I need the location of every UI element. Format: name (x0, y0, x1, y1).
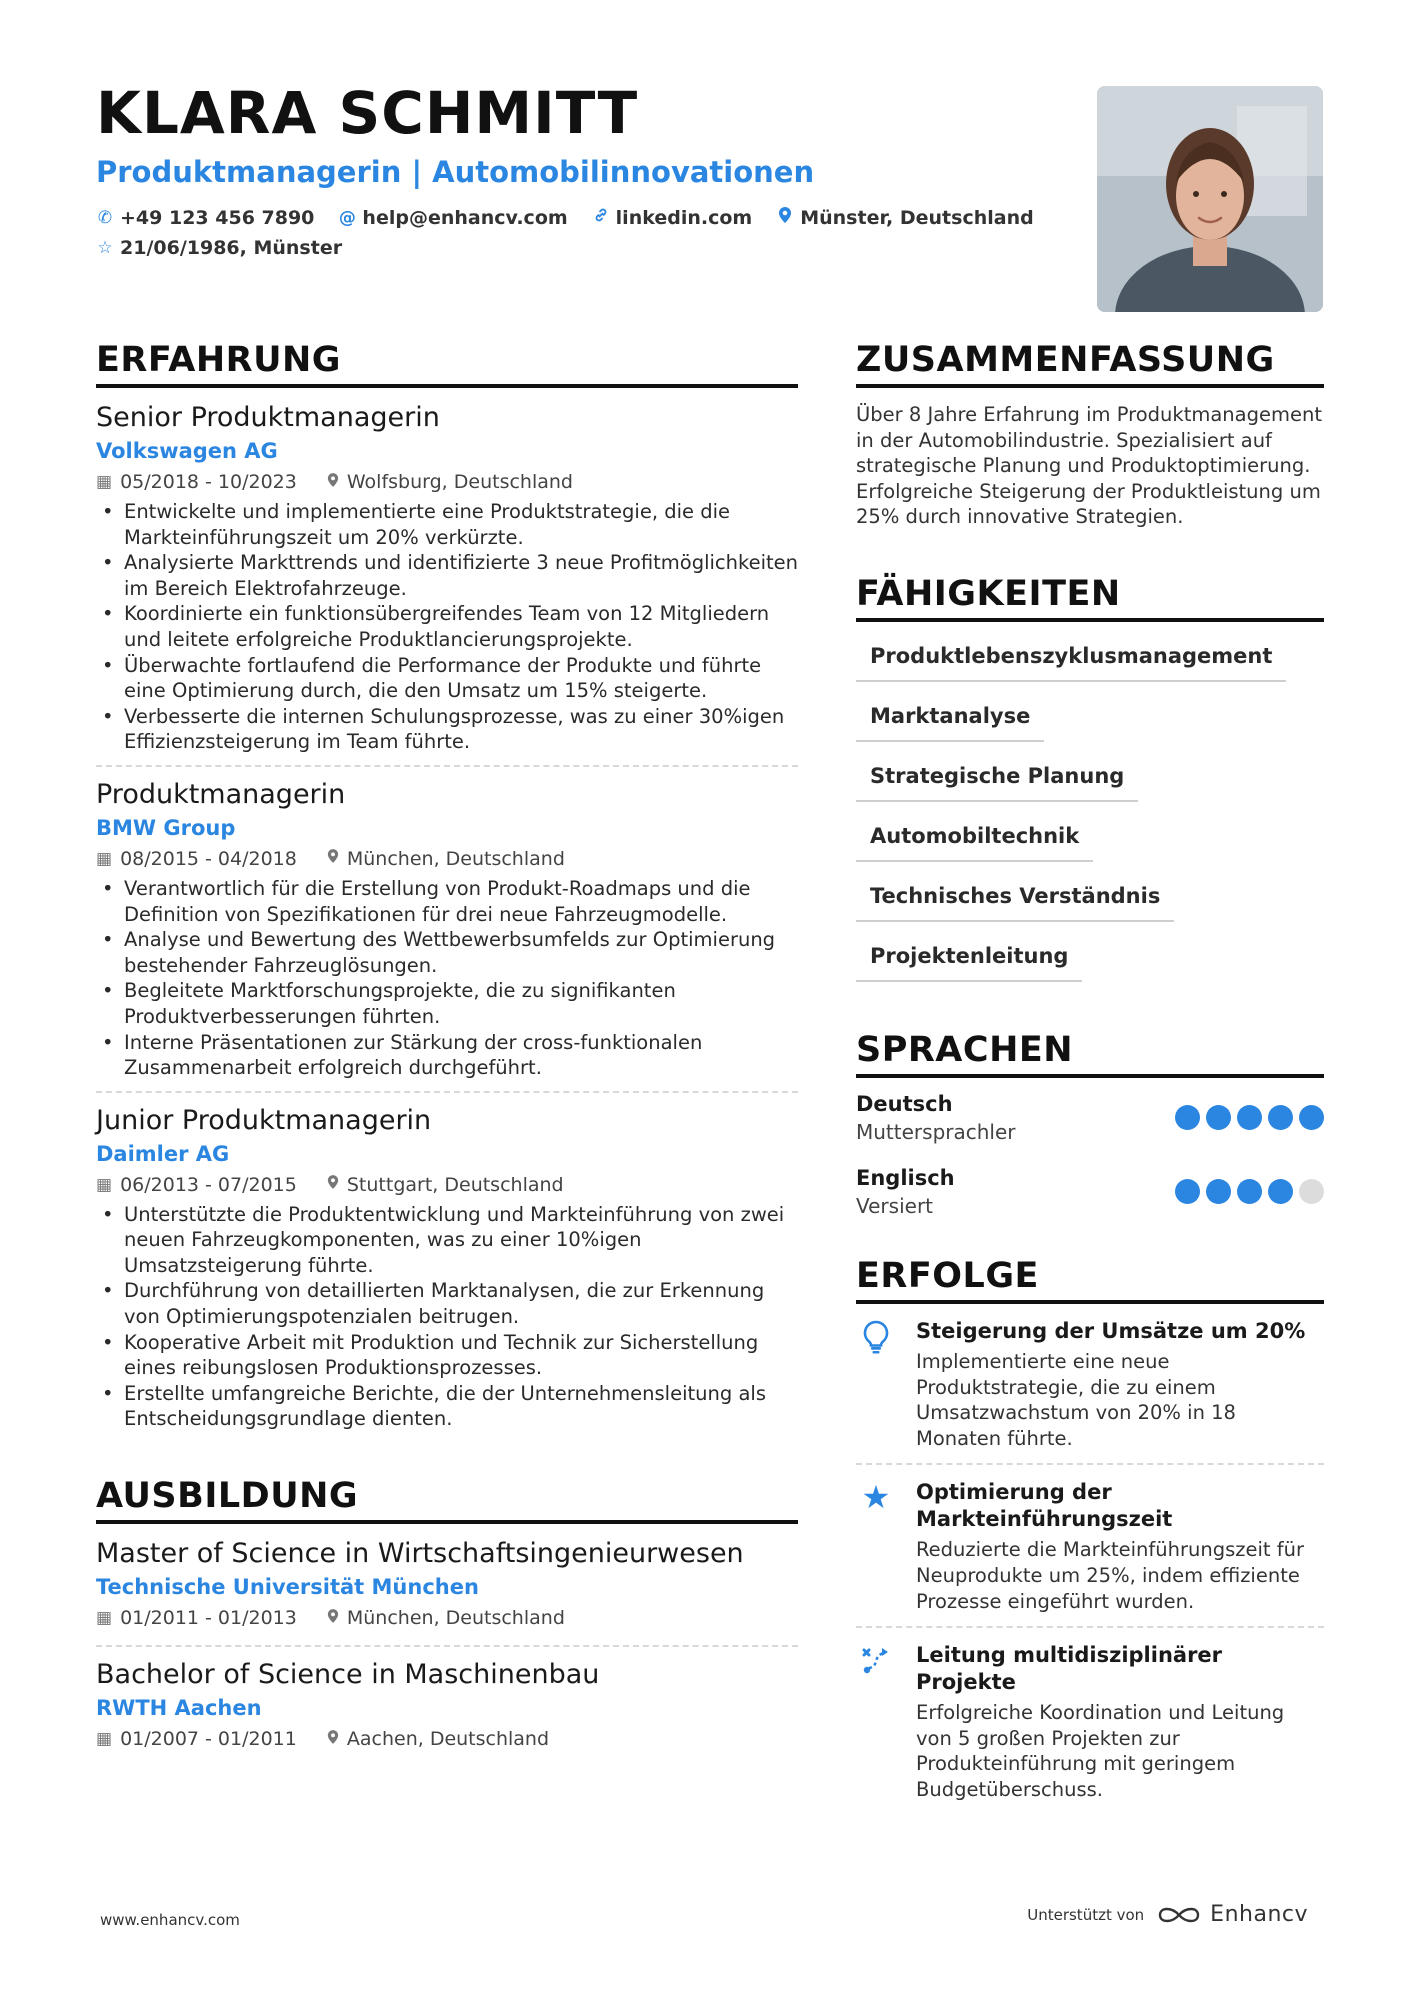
lightbulb-icon (856, 1318, 896, 1451)
contact-birth (96, 237, 342, 259)
candidate-name: KLARA SCHMITT (96, 79, 639, 147)
bullet: • Interne Präsentationen zur Stärkung der cross-funktionalen Zusammenarbeit erfolgreich durchgeführt. (96, 1030, 798, 1081)
job-role: Senior Produktmanagerin (96, 402, 440, 433)
footer-powered (1027, 1902, 1308, 1927)
job-meta (96, 471, 798, 493)
skill-tag: Marktanalyse (856, 696, 1044, 742)
route-icon (856, 1642, 896, 1802)
achievement-title: Steigerung der Umsätze um 20% (916, 1318, 1306, 1343)
job-location: Wolfsburg, Deutschland (346, 471, 573, 493)
education-location: München, Deutschland (346, 1607, 565, 1630)
rating-dot (1175, 1179, 1200, 1204)
phone-text: +49 123 456 7890 (120, 206, 315, 229)
education-meta (96, 1728, 798, 1750)
school[interactable]: RWTH Aachen (96, 1696, 262, 1721)
skill-tag: Projektenleitung (856, 936, 1082, 982)
skills-list (856, 636, 1324, 982)
summary-text: Über 8 Jahre Erfahrung im Produktmanagement in der Automobilindustrie. Spezialisiert auf strategische Planung und Produktoptimierung. Erfolgreiche Steigerung der Produktleistung um 25% durch innovative Strategien. (856, 403, 1322, 529)
bullet: • Entwickelte und implementierte eine Produktstrategie, die die Markteinführungszeit um 20% verkürzte. (96, 499, 798, 550)
bullet: • Analyse und Bewertung des Wettbewerbsumfelds zur Optimierung bestehender Fahrzeuglösungen. (96, 927, 798, 978)
job-company[interactable]: BMW Group (96, 815, 236, 840)
job-company[interactable]: Daimler AG (96, 1141, 230, 1166)
job-location: Stuttgart, Deutschland (346, 1173, 564, 1196)
job-company[interactable]: Volkswagen AG (96, 439, 278, 463)
language-level: Versiert (856, 1193, 934, 1218)
rating-dot (1175, 1105, 1200, 1130)
job-role: Produktmanagerin (96, 778, 346, 810)
bullet: • Begleitete Marktforschungsprojekte, die zu signifikanten Produktverbesserungen führten. (96, 978, 798, 1029)
rating-dot (1299, 1179, 1324, 1204)
star-icon: ☆ (97, 238, 113, 258)
summary-heading: ZUSAMMENFASSUNG (856, 340, 1324, 388)
bullet: • Kooperative Arbeit mit Produktion und Technik zur Sicherstellung eines reibungslosen Produktionsprozesses. (96, 1330, 798, 1381)
language-name: Englisch (856, 1165, 955, 1190)
achievement-title: Optimierung der Markteinführungszeit (916, 1480, 1173, 1532)
experience-entry (96, 779, 798, 1093)
education-entry (96, 1659, 798, 1766)
bullet: • Verantwortlich für die Erstellung von Produkt-Roadmaps und die Definition von Spezifikationen für drei neue Fahrzeugmodelle. (96, 876, 798, 927)
phone-icon: ✆ (97, 207, 113, 228)
bullet: • Koordinierte ein funktionsübergreifendes Team von 12 Mitgliedern und leitete erfolgreiche Produktlancierungsprojekte. (96, 601, 798, 652)
job-location: München, Deutschland (346, 847, 565, 870)
achievement-desc: Implementierte eine neue Produktstrategie, die zu einem Umsatzwachstum von 20% in 18 Monaten führte. (916, 1349, 1236, 1450)
skill-tag: Automobiltechnik (856, 816, 1093, 862)
candidate-title: Produktmanagerin | Automobilinnovationen (96, 155, 815, 189)
bullet: • Erstellte umfangreiche Berichte, die der Unternehmensleitung als Entscheidungsgrundlage dienten. (96, 1381, 798, 1432)
enhancv-logo-icon (1156, 1904, 1202, 1926)
birth-text: 21/06/1986, Münster (120, 237, 343, 259)
bullet: • Verbesserte die internen Schulungsprozesse, was zu einer 30%igen Effizienzsteigerung im Team führte. (96, 704, 798, 755)
location-text: Münster, Deutschland (800, 206, 1034, 229)
at-icon: @ (338, 207, 356, 228)
education-heading: AUSBILDUNG (96, 1476, 798, 1524)
location-icon (327, 472, 339, 493)
job-meta (96, 1174, 798, 1196)
star-icon: ★ (861, 1478, 891, 1517)
job-meta (96, 848, 798, 870)
skill-tag: Strategische Planung (856, 756, 1138, 802)
education-location: Aachen, Deutschland (346, 1728, 550, 1751)
education-meta (96, 1607, 798, 1629)
language-rating (1175, 1105, 1324, 1130)
footer-website[interactable]: www.enhancv.com (100, 1911, 240, 1929)
language-item (856, 1092, 1324, 1144)
brand-logo[interactable] (1156, 1902, 1308, 1927)
linkedin-text: linkedin.com (615, 206, 753, 229)
job-dates: 08/2015 - 04/2018 (120, 847, 297, 870)
job-bullets (96, 876, 798, 1081)
job-bullets (96, 1202, 798, 1432)
calendar-icon: ▦ (96, 848, 113, 869)
location-icon (776, 206, 794, 229)
language-item (856, 1166, 1324, 1218)
achievement-item (856, 1318, 1324, 1465)
bullet: • Unterstützte die Produktentwicklung und Markteinführung von zwei neuen Fahrzeugkomponenten, was zu einer 10%igen Umsatzsteigerung führte. (96, 1202, 798, 1279)
achievement-desc: Erfolgreiche Koordination und Leitung von 5 großen Projekten zur Produkteinführung mit geringem Budgetüberschuss. (916, 1701, 1285, 1801)
contact-phone[interactable] (96, 206, 314, 229)
achievement-title: Leitung multidisziplinärer Projekte (916, 1643, 1223, 1695)
skills-heading: FÄHIGKEITEN (856, 574, 1324, 622)
languages-list (856, 1092, 1324, 1218)
brand-name: Enhancv (1210, 1902, 1308, 1927)
rating-dot (1237, 1105, 1262, 1130)
left-column (96, 340, 798, 1778)
degree: Bachelor of Science in Maschinenbau (96, 1659, 600, 1691)
contact-linkedin[interactable] (592, 206, 753, 229)
rating-dot (1237, 1179, 1262, 1204)
location-icon (327, 1174, 339, 1195)
contact-email[interactable] (338, 206, 567, 229)
calendar-icon: ▦ (96, 472, 113, 492)
job-dates: 06/2013 - 07/2015 (120, 1173, 297, 1196)
experience-heading: ERFAHRUNG (96, 340, 798, 388)
calendar-icon: ▦ (96, 1174, 113, 1195)
achievement-item (856, 1642, 1324, 1814)
job-role: Junior Produktmanagerin (96, 1104, 432, 1136)
education-entry (96, 1538, 798, 1647)
rating-dot (1206, 1105, 1231, 1130)
bullet: • Durchführung von detaillierten Marktanalysen, die zur Erkennung von Optimierungspotenzialen beitrugen. (96, 1278, 798, 1329)
profile-photo (1097, 86, 1323, 312)
achievements-heading: ERFOLGE (856, 1256, 1324, 1304)
contact-location (776, 206, 1033, 229)
right-column (856, 340, 1324, 1829)
location-icon (327, 1608, 339, 1629)
calendar-icon: ▦ (96, 1608, 113, 1629)
powered-by-text: Unterstützt von (1027, 1905, 1145, 1924)
contact-info (96, 206, 1056, 267)
rating-dot (1206, 1179, 1231, 1204)
experience-entry (96, 402, 798, 767)
language-level: Muttersprachler (856, 1119, 1016, 1144)
language-rating (1175, 1179, 1324, 1204)
language-name: Deutsch (856, 1091, 953, 1116)
education-dates: 01/2007 - 01/2011 (120, 1728, 297, 1751)
link-icon (592, 207, 610, 228)
skill-tag: Technisches Verständnis (856, 876, 1174, 922)
bullet: • Analysierte Markttrends und identifizierte 3 neue Profitmöglichkeiten im Bereich Elektrofahrzeuge. (96, 550, 798, 601)
degree: Master of Science in Wirtschaftsingenieurwesen (96, 1538, 744, 1570)
rating-dot (1268, 1105, 1293, 1130)
achievement-desc: Reduzierte die Markteinführungszeit für Neuprodukte um 25%, indem effiziente Prozesse eingeführt wurden. (916, 1538, 1305, 1613)
achievement-item (856, 1479, 1324, 1628)
location-icon (327, 848, 339, 869)
education-dates: 01/2011 - 01/2013 (120, 1607, 297, 1630)
skill-tag: Produktlebenszyklusmanagement (856, 636, 1286, 682)
calendar-icon: ▦ (96, 1729, 113, 1750)
experience-entry (96, 1105, 798, 1442)
rating-dot (1299, 1105, 1324, 1130)
email-text: help@enhancv.com (362, 206, 568, 229)
school[interactable]: Technische Universität München (96, 1575, 479, 1600)
location-icon (327, 1729, 339, 1750)
bullet: • Überwachte fortlaufend die Performance der Produkte und führte eine Optimierung durch, die den Umsatz um 15% steigerte. (96, 653, 798, 704)
languages-heading: SPRACHEN (856, 1030, 1324, 1078)
job-dates: 05/2018 - 10/2023 (120, 471, 297, 493)
rating-dot (1268, 1179, 1293, 1204)
job-bullets (96, 499, 798, 755)
